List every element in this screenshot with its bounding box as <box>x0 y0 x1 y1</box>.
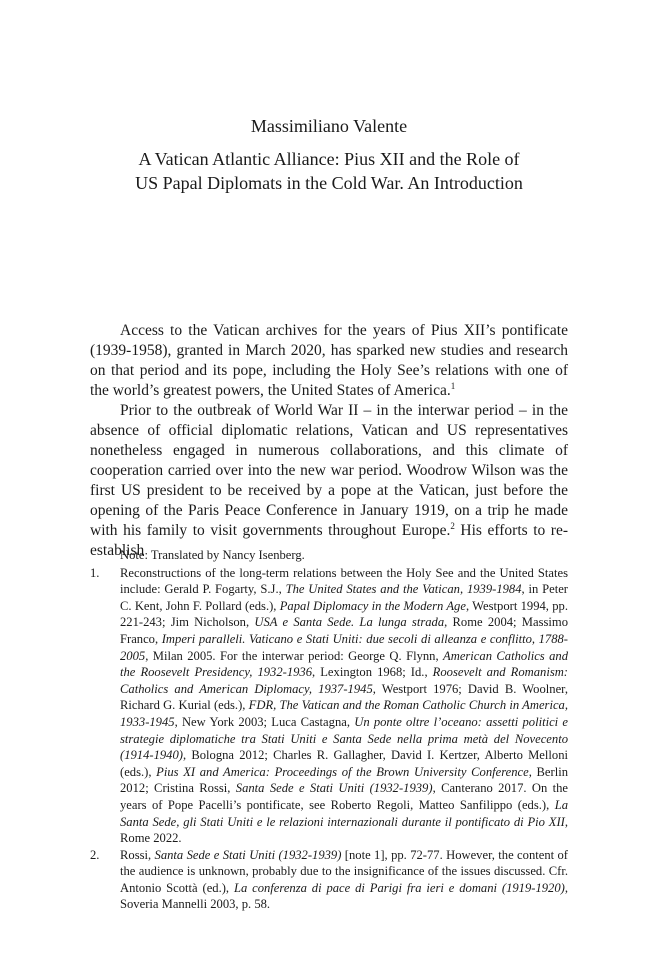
footnote-2-text: Rossi, <box>120 847 155 862</box>
paragraph-2-text: Prior to the outbreak of World War II – in the interwar period – in the absence of official diplomatic relations, Vatican and US representatives nonetheless engaged in numerous collaborations, and this climate of cooperation carried over into the new war period. Woodrow Wilson was the first US president to be received by a pope at the Vatican, just before the opening of the Paris Peace Conference in January 1919, on a trip he made with his family to visit governments throughout Europe. <box>90 402 568 539</box>
paragraph-2 <box>90 401 568 561</box>
footnote-1-text: Reconstructions of the long-term relations between the Holy See and the United States include: Gerald P. Fogarty, S.J., <box>120 565 568 597</box>
footnote-2-number: 2. <box>90 847 100 862</box>
footnote-1-italic-title: Un ponte oltre l’oceano: assetti politici e strategie diplomatiche tra Stati Uniti e Santa Sede nella prima metà del Novecento (1914-1940) <box>120 714 568 763</box>
chapter-title <box>90 147 568 195</box>
footnote-2-text: [note 1], pp. 72-77. However, the content of the audience is unknown, probably due to the insignificance of the issues discussed. Cfr. Antonio Scottà (ed.), <box>120 847 568 895</box>
footnote-1-text: , New York 2003; Luca Castagna, <box>174 714 355 729</box>
footnote-1-italic-title: Roosevelt and Romanism: Catholics and American Diplomacy, 1937-1945 <box>120 665 569 696</box>
footnote-1-italic-title: American Catholics and the Roosevelt Presidency, 1932-1936 <box>120 648 568 680</box>
chapter-title-line-1: A Vatican Atlantic Alliance: Pius XII and the Role of <box>138 149 520 169</box>
footnote-2-italic-title: Santa Sede e Stati Uniti (1932-1939) <box>154 847 342 862</box>
paragraph-1 <box>90 321 568 401</box>
footnote-1-italic-title: Pius XI and America: Proceedings of the Brown University Conference <box>156 764 529 779</box>
footnote-1 <box>90 565 568 847</box>
paragraph-1-text: Access to the Vatican archives for the years of Pius XII’s pontificate (1939-1958), granted in March 2020, has sparked new studies and research on that period and its pope, including the Holy See’s relations with one of the world’s greatest powers, the United States of America. <box>90 322 568 399</box>
footnote-1-italic-title: FDR, The Vatican and the Roman Catholic Church in America, 1933-1945 <box>120 698 568 729</box>
footnote-1-text: , Rome 2022. <box>120 814 568 846</box>
body-text <box>90 321 568 561</box>
footnote-1-text: , Canterano 2017. On the years of Pope Pacelli’s pontificate, see Roberto Regoli, Matteo Sanfilippo (eds.), <box>120 781 569 812</box>
footnote-ref-2[interactable]: 2 <box>450 520 455 531</box>
document-page <box>90 0 568 964</box>
footnote-1-italic-title: Imperi paralleli. Vaticano e Stati Uniti: due secoli di alleanza e conflitto, 1788-2005 <box>120 631 568 663</box>
footnote-1-italic-title: The United States and the Vatican, 1939-1984 <box>285 582 522 597</box>
chapter-title-line-2: US Papal Diplomats in the Cold War. An Introduction <box>135 173 523 193</box>
footnote-1-number: 1. <box>90 565 100 580</box>
footnote-1-text: , Lexington 1968; Id., <box>312 665 433 680</box>
translation-note: Note: Translated by Nancy Isenberg. <box>120 548 305 562</box>
footnote-1-text: , Bologna 2012; Charles R. Gallagher, David I. Kertzer, Alberto Melloni (eds.), <box>120 748 568 779</box>
footnote-2-italic-title: La conferenza di pace di Parigi fra ieri e domani (1919-1920) <box>233 880 565 895</box>
footnote-ref-1[interactable]: 1 <box>450 380 456 391</box>
footnote-1-italic-title: La Santa Sede, gli Stati Uniti e le relazioni internazionali durante il pontificato di Pio XII <box>120 797 568 829</box>
footnote-2-text: , Soveria Mannelli 2003, p. 58. <box>120 880 568 912</box>
footnote-1-text: , Westport 1976; David B. Woolner, Richard G. Kurial (eds.), <box>120 681 569 713</box>
paragraph-2-tail: His efforts to re-establish <box>90 522 568 559</box>
footnote-1-text: , in Peter C. Kent, John F. Pollard (eds.), <box>120 582 568 613</box>
footnotes <box>90 547 568 913</box>
footnote-1-text: , Milan 2005. For the interwar period: George Q. Flynn, <box>145 648 444 663</box>
footnote-1-text: , Westport 1994, pp. 221-243; Jim Nicholson, <box>120 598 568 630</box>
author-name: Massimiliano Valente <box>250 116 408 136</box>
footnote-1-italic-title: Papal Diplomacy in the Modern Age <box>279 598 466 613</box>
footnote-1-text: , Rome 2004; Massimo Franco, <box>120 615 568 646</box>
footnote-1-italic-title: Santa Sede e Stati Uniti (1932-1939) <box>235 781 433 796</box>
footnote-1-text: , Berlin 2012; Cristina Rossi, <box>120 764 568 796</box>
footnote-1-italic-title: USA e Santa Sede. La lunga strada <box>254 615 445 630</box>
footnote-2 <box>90 847 568 913</box>
